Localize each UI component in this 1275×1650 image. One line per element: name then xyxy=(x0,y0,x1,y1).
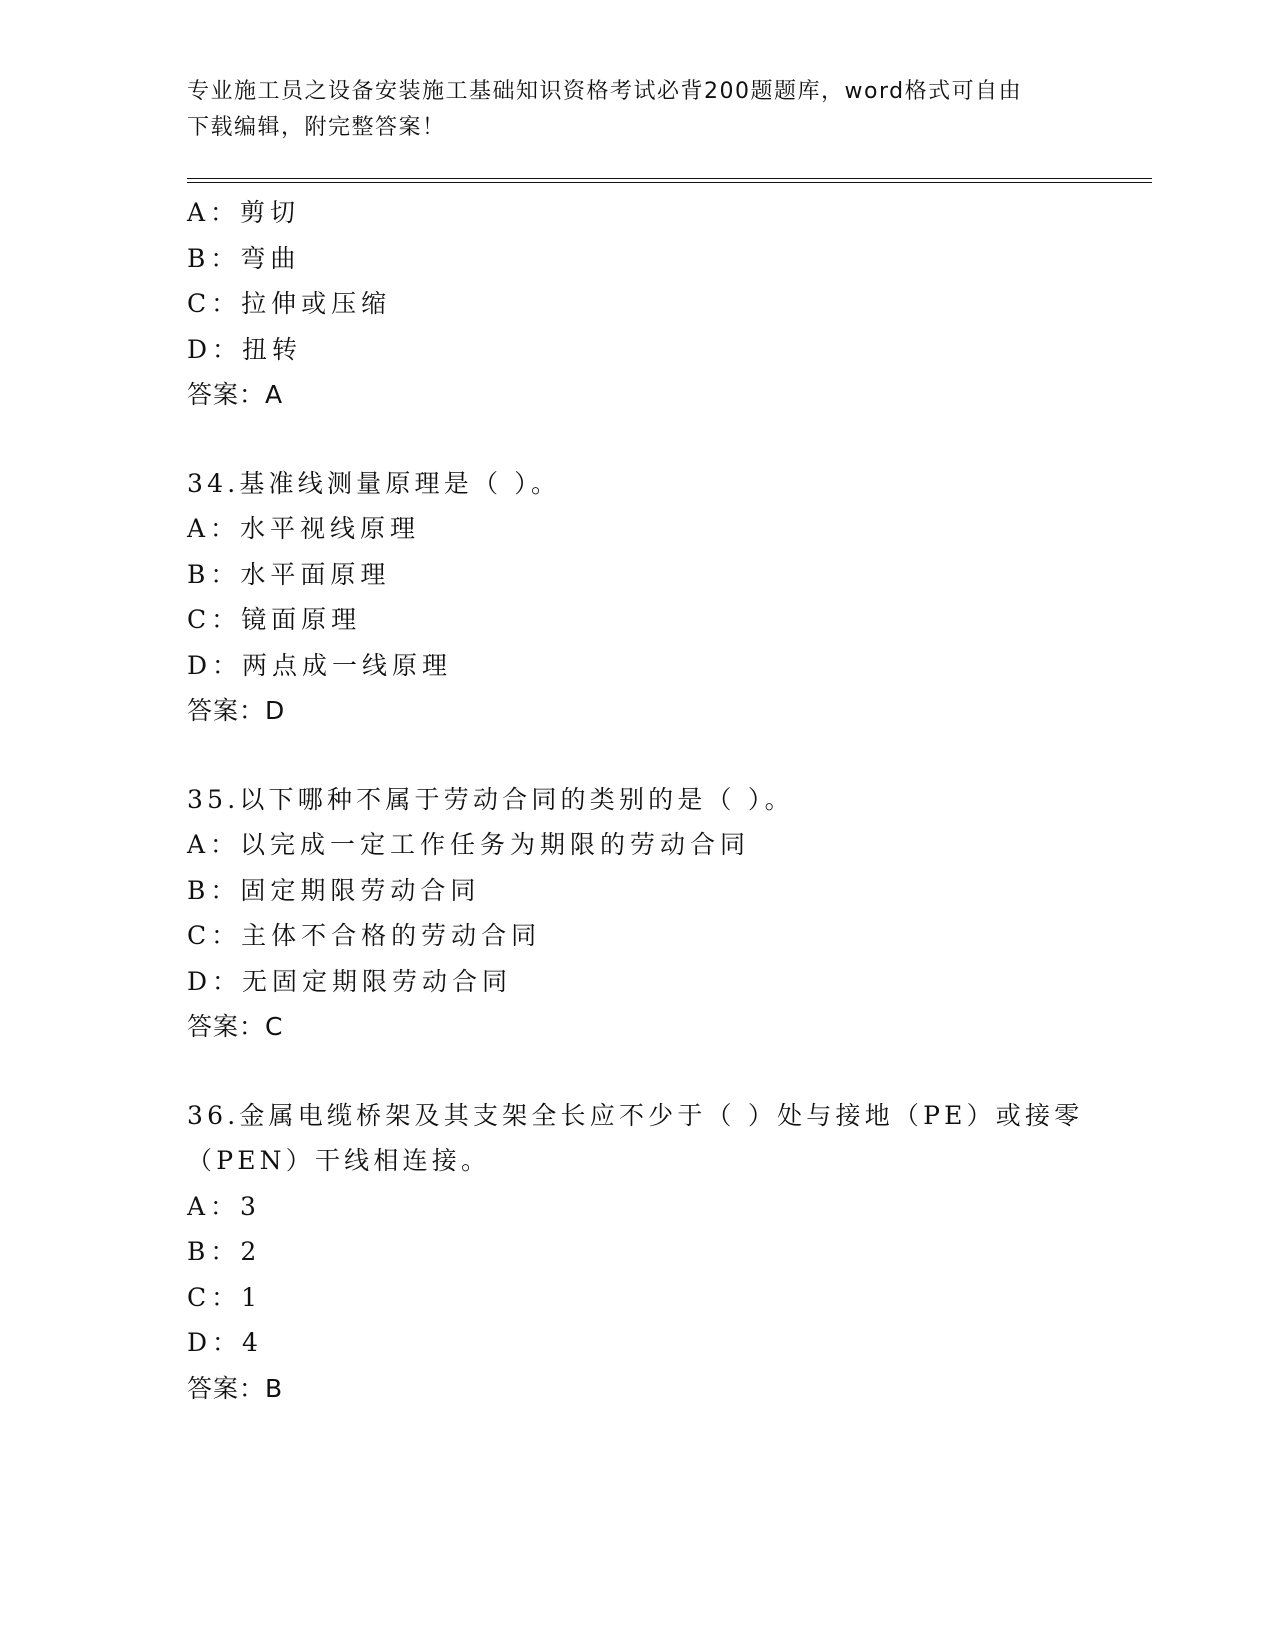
question-stem: 35.以下哪种不属于劳动合同的类别的是（ ）。 xyxy=(187,784,794,814)
option-d: D：两点成一线原理 xyxy=(187,650,453,680)
option-a: A：剪切 xyxy=(187,198,301,227)
document-header xyxy=(187,74,1067,146)
option-d: D：4 xyxy=(187,1328,263,1357)
option-b: B：水平面原理 xyxy=(187,559,391,589)
question-list xyxy=(187,190,1087,1411)
header-divider-top xyxy=(187,178,1152,179)
option-c: C：1 xyxy=(187,1282,263,1312)
answer-line: 答案：C xyxy=(187,1012,284,1041)
option-c: C：主体不合格的劳动合同 xyxy=(187,921,542,950)
option-b: B：弯曲 xyxy=(187,243,301,273)
option-a: A：水平视线原理 xyxy=(187,514,421,543)
answer-line: 答案：D xyxy=(187,696,286,725)
question-block-34 xyxy=(187,461,1087,734)
question-block-33 xyxy=(187,190,1087,418)
option-b: B：2 xyxy=(187,1237,262,1266)
question-stem: 34.基准线测量原理是（ ）。 xyxy=(187,468,561,498)
option-c: C：拉伸或压缩 xyxy=(187,289,392,318)
option-b: B：固定期限劳动合同 xyxy=(187,875,481,905)
answer-line: 答案：B xyxy=(187,1373,284,1403)
option-a: A：以完成一定工作任务为期限的劳动合同 xyxy=(187,830,751,859)
answer-line: 答案：A xyxy=(187,380,284,409)
question-block-35 xyxy=(187,777,1087,1050)
header-line-1: 专业施工员之设备安装施工基础知识资格考试必背200题题库，word格式可自由 xyxy=(187,79,1023,104)
header-line-2: 下载编辑，附完整答案！ xyxy=(187,115,446,140)
option-a: A：3 xyxy=(187,1191,261,1221)
header-divider-bottom xyxy=(187,182,1152,183)
question-block-36 xyxy=(187,1093,1087,1412)
option-d: D：无固定期限劳动合同 xyxy=(187,966,513,996)
question-stem: 36.金属电缆桥架及其支架全长应不少于（ ）处与接地（PE）或接零（PEN）干线相连接。 xyxy=(187,1100,1084,1175)
option-c: C：镜面原理 xyxy=(187,605,362,634)
option-d: D：扭转 xyxy=(187,334,303,364)
